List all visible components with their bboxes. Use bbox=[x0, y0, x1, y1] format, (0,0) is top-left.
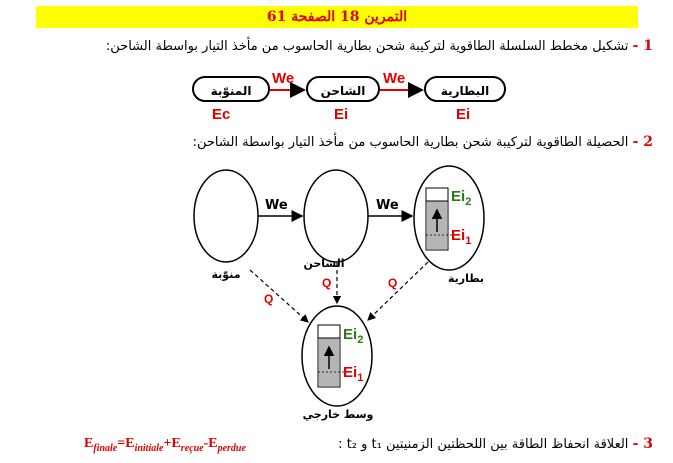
section-1-text: تشكيل مخطط السلسلة الطاقوية لتركيبة شحن بطارية الحاسوب من مأخذ التيار بواسطة الشاحن: bbox=[105, 39, 629, 54]
section-2-number: 2 - bbox=[632, 134, 653, 150]
chain-energy-battery: Ei bbox=[456, 106, 471, 123]
environment-label: وسط خارجي bbox=[302, 408, 374, 421]
chain-node-generator: المنوّبة bbox=[192, 76, 270, 102]
charger-label: الشاحن bbox=[303, 257, 345, 270]
charger-ellipse bbox=[304, 170, 368, 262]
battery-ei2-label: $Ei_2$ bbox=[451, 188, 472, 208]
env-ei1-label: $Ei_1$ bbox=[343, 364, 364, 384]
battery-label: بطارية bbox=[447, 272, 485, 285]
chain-work-label-1: We bbox=[272, 70, 295, 87]
chain-energy-charger: Ei bbox=[334, 106, 349, 123]
chain-energy-generator: Ec bbox=[212, 106, 231, 123]
page-title: التمرين 18 الصفحة 61 bbox=[36, 6, 638, 28]
generator-label: منوّبة bbox=[211, 268, 241, 281]
heat-label-charger: Q bbox=[322, 276, 332, 290]
balance-work-1: We bbox=[265, 198, 288, 213]
section-3 bbox=[338, 436, 653, 452]
section-2 bbox=[193, 134, 653, 150]
chain-node-charger: الشاحن bbox=[306, 76, 380, 102]
section-3-number: 3 - bbox=[632, 436, 653, 452]
generator-ellipse bbox=[194, 170, 258, 262]
heat-arrow-generator bbox=[250, 270, 308, 322]
chain-node-battery: البطارية bbox=[424, 76, 506, 102]
battery-ellipse bbox=[414, 166, 484, 270]
section-3-text: العلاقة انحفاظ الطاقة بين اللحظتين الزمنيتين t₁ و t₂ : bbox=[338, 437, 629, 452]
heat-label-generator: Q bbox=[264, 292, 274, 306]
env-ei2-label: $Ei_2$ bbox=[343, 326, 364, 346]
balance-work-2: We bbox=[376, 198, 399, 213]
heat-label-battery: Q bbox=[388, 276, 398, 290]
section-1-number: 1 - bbox=[632, 38, 653, 54]
chain-work-label-2: We bbox=[383, 70, 406, 87]
battery-ei1-label: $Ei_1$ bbox=[451, 227, 472, 247]
section-2-text: الحصيلة الطاقوية لتركيبة شحن بطارية الحاسوب من مأخذ التيار بواسطة الشاحن: bbox=[192, 135, 629, 150]
heat-arrow-battery bbox=[368, 262, 428, 320]
energy-conservation-formula: $E_{finale}=E_{initiale}+E_{reçue}-E_{perdue}$ bbox=[84, 436, 246, 454]
